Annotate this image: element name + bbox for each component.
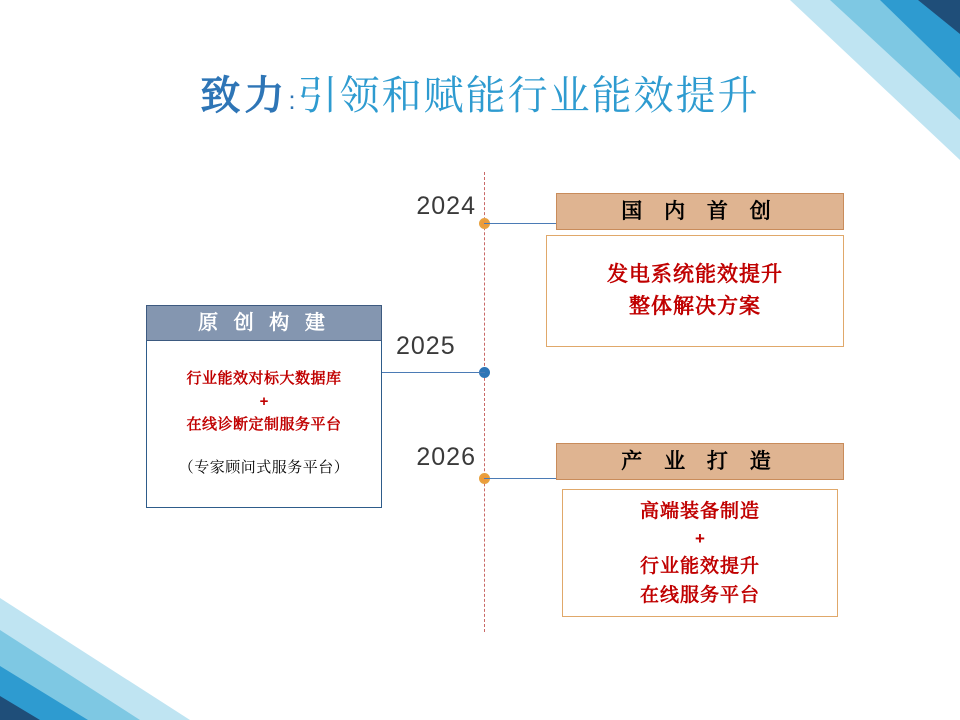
block-2026-header: 产 业 打 造 xyxy=(556,443,844,480)
block-2026-line1: 高端装备制造 xyxy=(639,500,760,522)
page-title-strong: 致力 xyxy=(200,74,289,118)
year-label-2026: 2026 xyxy=(416,443,476,471)
block-2026-line2: 行业能效提升 xyxy=(639,555,760,577)
left-block-note: （专家顾问式服务平台） xyxy=(178,459,350,476)
block-2026-body xyxy=(562,489,838,617)
timeline-axis xyxy=(484,172,485,632)
year-label-2025: 2025 xyxy=(396,332,456,360)
left-block-body xyxy=(146,341,382,508)
connector-2026 xyxy=(484,478,556,479)
left-block-line2: 在线诊断定制服务平台 xyxy=(186,416,342,433)
bottom-left-decoration xyxy=(0,570,300,720)
left-block-plus: + xyxy=(259,393,269,410)
page-title-colon: : xyxy=(288,85,298,115)
page-title xyxy=(0,68,960,128)
connector-2024 xyxy=(484,223,556,224)
left-block-header: 原 创 构 建 xyxy=(146,305,382,341)
connector-2025 xyxy=(380,372,485,373)
block-2026-line3: 在线服务平台 xyxy=(639,584,760,606)
left-block-line1: 行业能效对标大数据库 xyxy=(186,370,342,387)
block-2024-header: 国 内 首 创 xyxy=(556,193,844,230)
block-2026-plus: + xyxy=(695,528,705,548)
block-2024-line2: 整体解决方案 xyxy=(629,295,761,318)
block-2024-body xyxy=(546,235,844,347)
year-label-2024: 2024 xyxy=(416,192,476,220)
block-2024-line1: 发电系统能效提升 xyxy=(607,263,783,286)
page-title-rest: 引领和赋能行业能效提升 xyxy=(297,74,760,118)
